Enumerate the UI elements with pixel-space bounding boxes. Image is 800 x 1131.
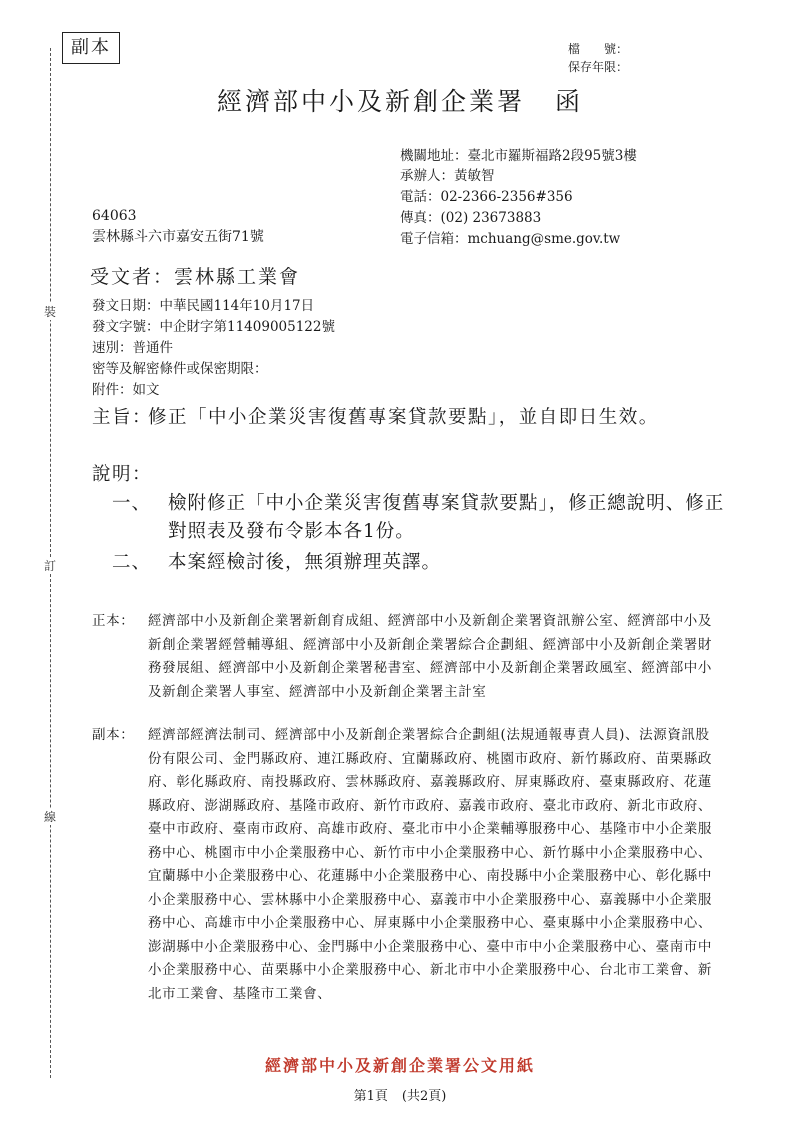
explanation-item-text: 本案經檢討後，無須辦理英譯。 bbox=[168, 552, 442, 573]
page-indicator bbox=[0, 1085, 800, 1104]
subject-text: 修正「中小企業災害復舊專案貸款要點」，並自即日生效。 bbox=[148, 407, 659, 428]
copy-recipients bbox=[92, 724, 722, 1006]
agency-name: 經濟部中小及新創企業署 bbox=[216, 87, 525, 116]
paper-footer-label: 經濟部中小及新創企業署公文用紙 bbox=[264, 1056, 535, 1075]
agency-fax: 傳真：(02) 23673883 bbox=[400, 210, 542, 226]
binding-char-staple: 訂 bbox=[43, 559, 56, 573]
main-recipients-text: 經濟部中小及新創企業署新創育成組、經濟部中小及新創企業署資訊辦公室、經濟部中小及新創企業署經營輔導組、經濟部中小及新創企業署綜合企劃組、經濟部中小及新創企業署財務發展組、經濟部中小及新創企業署秘書室、經濟部中小及新創企業署政風室、經濟部中小及新創企業署人事室、經濟部中小及新創企業署主計室 bbox=[148, 613, 712, 700]
recipient-street-address: 雲林縣斗六市嘉安五街71號 bbox=[92, 229, 264, 245]
agency-phone: 電話：02-2366-2356#356 bbox=[400, 189, 573, 205]
subject-label: 主旨： bbox=[92, 407, 153, 428]
explanation-item bbox=[112, 549, 732, 577]
agency-email: 電子信箱：mchuang@sme.gov.tw bbox=[400, 231, 621, 247]
explanation-label: 說明： bbox=[92, 464, 153, 485]
document-title bbox=[0, 82, 800, 118]
copy-mark: 副本 bbox=[62, 32, 120, 64]
page-number: 第1頁 bbox=[353, 1089, 388, 1104]
recipient: 受文者：雲林縣工業會 bbox=[90, 266, 301, 288]
agency-officer: 承辦人：黃敏智 bbox=[400, 168, 495, 184]
attachment: 附件：如文 bbox=[92, 382, 160, 398]
binding-char-bind: 裝 bbox=[43, 305, 56, 319]
copy-recipients-text: 經濟部經濟法制司、經濟部中小及新創企業署綜合企劃組(法規通報專責人員)、法源資訊股份有限公司、金門縣政府、連江縣政府、宜蘭縣政府、桃園市政府、新竹縣政府、苗栗縣政府、彰化縣政府、南投縣政府、雲林縣政府、嘉義縣政府、屏東縣政府、臺東縣政府、花蓮縣政府、澎湖縣政府、基隆市政府、新竹市政府、嘉義市政府、臺北市政府、新北市政府、臺中市政府、臺南市政府、高雄市政府、臺北市中小企業輔導服務中心、基隆市中小企業服務中心、桃園市中小企業服務中心、新竹市中小企業服務中心、新竹縣中小企業服務中心、宜蘭縣中小企業服務中心、花蓮縣中小企業服務中心、南投縣中小企業服務中心、彰化縣中小企業服務中心、雲林縣中小企業服務中心、嘉義市中小企業服務中心、嘉義縣中小企業服務中心、高雄市中小企業服務中心、屏東縣中小企業服務中心、臺東縣中小企業服務中心、澎湖縣中小企業服務中心、金門縣中小企業服務中心、臺中市中小企業服務中心、臺南市中小企業服務中心、苗栗縣中小企業服務中心、新北市中小企業服務中心、台北市工業會、新北市工業會、基隆市工業會、 bbox=[148, 727, 712, 1002]
file-number-label: 檔 號： bbox=[568, 42, 629, 56]
subject bbox=[92, 402, 722, 433]
retention-label: 保存年限： bbox=[568, 60, 629, 74]
issue-date: 發文日期：中華民國114年10月17日 bbox=[92, 298, 315, 314]
page-total: (共2頁) bbox=[401, 1089, 447, 1104]
explanation-item-text: 檢附修正「中小企業災害復舊專案貸款要點」，修正總說明、修正對照表及發布令影本各1份。 bbox=[168, 493, 725, 542]
document-number: 發文字號：中企財字第11409005122號 bbox=[92, 319, 335, 335]
main-recipients-label: 正本： bbox=[92, 613, 135, 629]
main-recipients bbox=[92, 610, 722, 704]
recipient-postal-code: 64063 bbox=[92, 208, 137, 224]
copy-recipients-label: 副本： bbox=[92, 727, 135, 743]
explanation-item-number: 一、 bbox=[112, 493, 152, 514]
binding-char-line: 線 bbox=[43, 810, 56, 824]
agency-address: 機關地址：臺北市羅斯福路2段95號3樓 bbox=[400, 148, 637, 164]
explanation-item bbox=[112, 490, 732, 546]
delivery-speed: 速別：普通件 bbox=[92, 340, 173, 356]
explanation-item-number: 二、 bbox=[112, 552, 152, 573]
secrecy-level: 密等及解密條件或保密期限： bbox=[92, 361, 268, 377]
document-kind: 函 bbox=[555, 87, 584, 116]
